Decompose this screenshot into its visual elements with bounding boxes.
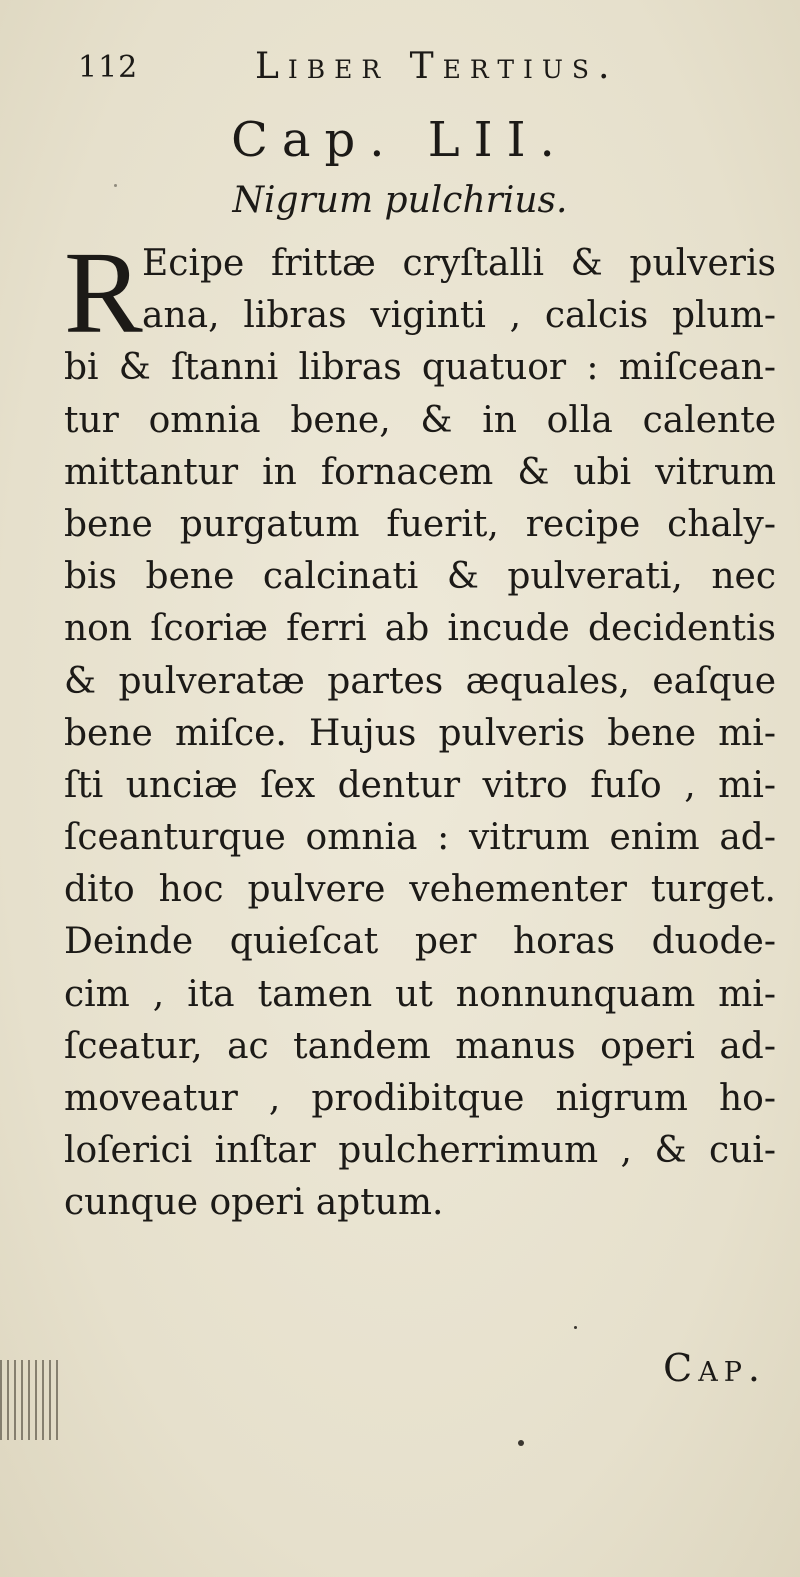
drop-cap: R bbox=[64, 227, 143, 358]
text-line: bis bene calcinati & pulverati, nec bbox=[64, 556, 776, 598]
text-line: Deinde quieſcat per horas duode- bbox=[64, 921, 776, 963]
text-line: bene purgatum fuerit, recipe chaly- bbox=[64, 503, 776, 545]
show-through-mark bbox=[0, 1360, 60, 1440]
text-line: moveatur , prodibitque nigrum ho- bbox=[64, 1078, 776, 1119]
text-line: bene miſce. Hujus pulveris bene mi- bbox=[64, 712, 776, 754]
text-line: cunque operi aptum. bbox=[64, 1182, 444, 1224]
text-line: ſceanturque omnia : vitrum enim ad- bbox=[64, 817, 776, 859]
chapter-title: Nigrum pulchrius. bbox=[232, 180, 568, 221]
text-line: loſerici inſtar pulcherrimum , & cui- bbox=[64, 1130, 776, 1172]
chapter-heading: Cap. LII. bbox=[231, 112, 569, 168]
catchword: Cap. bbox=[663, 1346, 766, 1390]
text-line: non ſcoriæ ferri ab incude decidentis bbox=[64, 608, 776, 650]
text-line: bi & ſtanni libras quatuor : miſcean- bbox=[64, 347, 776, 389]
text-line: ſti unciæ ſex dentur vitro fuſo , mi- bbox=[64, 764, 776, 806]
ink-speck bbox=[574, 1326, 577, 1329]
text-line: mittantur in fornacem & ubi vitrum bbox=[64, 451, 776, 493]
body-text bbox=[64, 227, 776, 1230]
text-line: tur omnia bene, & in olla calente bbox=[64, 399, 776, 441]
text-line: Ecipe frittæ cryſtalli & pulveris bbox=[142, 243, 776, 284]
text-line: dito hoc pulvere vehementer turget. bbox=[64, 869, 776, 911]
page-header bbox=[0, 44, 800, 94]
text-line: ana, libras viginti , calcis plum- bbox=[142, 295, 776, 337]
ink-speck bbox=[114, 184, 117, 187]
ink-speck bbox=[518, 1440, 524, 1446]
running-head: Liber Tertius. bbox=[255, 46, 619, 87]
text-line: ſceatur, ac tandem manus operi ad- bbox=[64, 1025, 776, 1067]
page-number: 112 bbox=[78, 50, 139, 85]
text-line: cim , ita tamen ut nonnunquam mi- bbox=[64, 973, 776, 1015]
text-line: & pulveratæ partes æquales, eaſque bbox=[64, 660, 776, 702]
